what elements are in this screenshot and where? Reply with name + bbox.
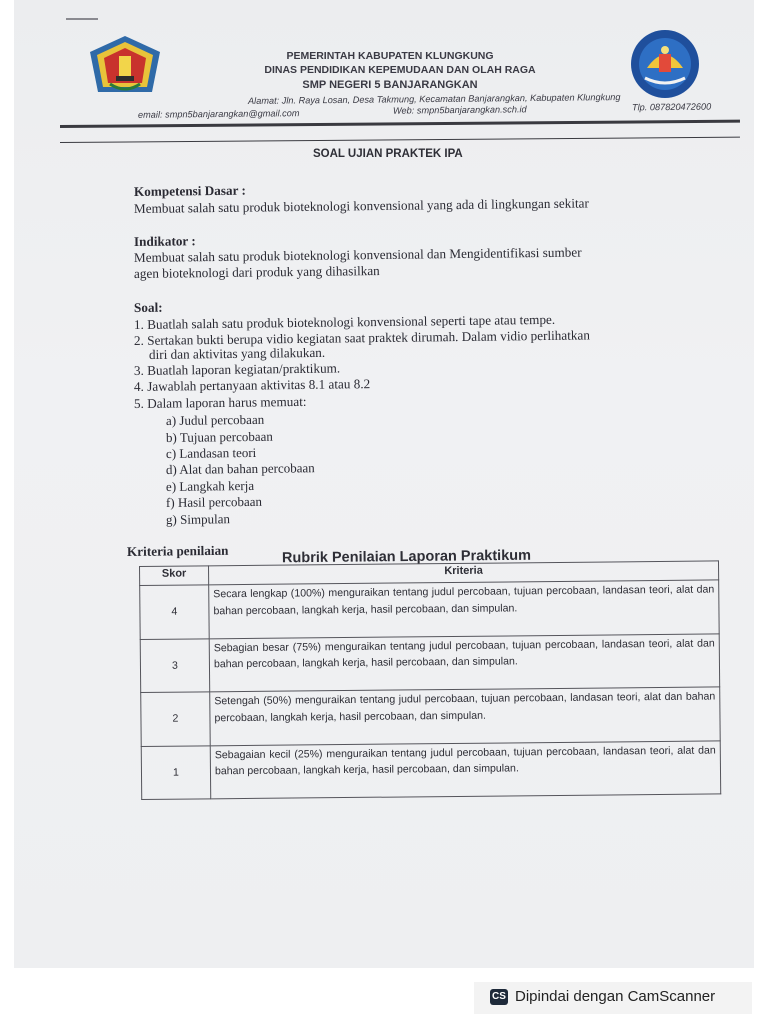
kriteria-cell: Sebagaian kecil (25%) menguraikan tentang judul percobaan, tujuan percobaan, landasan teori, alat dan bahan percobaan, langkah kerja, hasil percobaan, dan simpulan. [210,740,720,798]
indikator-text-1: Membuat salah satu produk bioteknologi konvensional dan Mengidentifikasi sumber [133,244,582,265]
header-department: DINAS PENDIDIKAN KEPEMUDAAN DAN OLAH RAGA [264,64,536,76]
soal-subitem: e) Langkah kerja [165,477,255,494]
soal-item: 2. Sertakan bukti berupa vidio kegiatan saat praktek dirumah. Dalam vidio perlihatkan [133,327,590,348]
soal-subitem: d) Alat dan bahan percobaan [165,460,315,477]
header-address: Alamat: Jln. Raya Losan, Desa Takmung, Kecamatan Banjarangkan, Kabupaten Klungkung [247,92,621,106]
school-logo [627,28,703,100]
kompetensi-text: Membuat salah satu produk bioteknologi konvensional yang ada di lingkungan sekitar [133,195,589,216]
table-row [141,687,720,746]
kriteria-label: Kriteria penilaian [126,542,229,559]
header-government: PEMERINTAH KABUPATEN KLUNGKUNG [286,50,494,62]
klungkung-logo [86,34,164,100]
scanned-page [14,0,754,968]
header-email: email: smpn5banjarangkan@gmail.com [137,108,300,120]
kriteria-cell: Setengah (50%) menguraikan tentang judul percobaan, tujuan percobaan, landasan teori, alat dan bahan percobaan, langkah kerja, hasil percobaan, dan simpulan. [210,687,720,745]
skor-cell: 3 [140,638,210,692]
soal-item: 5. Dalam laporan harus memuat: [133,393,307,411]
header-school-name: SMP NEGERI 5 BANJARANGKAN [302,79,478,91]
soal-label: Soal: [133,299,163,315]
indikator-label: Indikator : [133,233,196,249]
skor-cell: 2 [141,692,211,746]
soal-item: 3. Buatlah laporan kegiatan/praktikum. [133,360,341,378]
table-row [141,740,720,799]
indikator-text-2: agen bioteknologi dari produk yang dihasilkan [133,262,380,281]
skor-cell: 1 [141,745,211,799]
soal-subitem: a) Judul percobaan [165,411,265,428]
column-header-skor: Skor [140,566,209,586]
soal-item: diri dan aktivitas yang dilakukan. [148,344,326,362]
kriteria-cell: Secara lengkap (100%) menguraikan tentang judul percobaan, tujuan percobaan, landasan teori, alat dan bahan percobaan, langkah kerja, hasil percobaan, dan simpulan. [209,580,719,638]
kompetensi-label: Kompetensi Dasar : [133,182,246,199]
table-row [140,580,719,639]
soal-subitem: b) Tujuan percobaan [165,428,273,445]
table-row [140,633,719,692]
camscanner-text: Dipindai dengan CamScanner [515,988,716,1005]
camscanner-icon: CS [490,989,508,1005]
rubrik-table [139,560,721,800]
soal-item: 4. Jawablah pertanyaan aktivitas 8.1 atau 8.2 [133,376,371,394]
header-web: Web: smpn5banjarangkan.sch.id [392,104,527,116]
soal-subitem: g) Simpulan [165,511,231,527]
camscanner-watermark [474,982,752,1014]
header-phone: Tlp. 087820472600 [631,101,712,113]
skor-cell: 4 [140,585,210,639]
soal-item: 1. Buatlah salah satu produk bioteknologi konvensional seperti tape atau tempe. [133,311,556,332]
scan-mark [66,18,98,20]
soal-subitem: f) Hasil percobaan [165,493,263,510]
kriteria-cell: Sebagian besar (75%) menguraikan tentang judul percobaan, tujuan percobaan, landasan teori, alat dan bahan percobaan, langkah kerja, hasil percobaan, dan simpulan. [209,633,719,691]
page-title: SOAL UJIAN PRAKTEK IPA [313,148,463,160]
rubrik-title: Rubrik Penilaian Laporan Praktikum [281,547,532,567]
column-header-kriteria: Kriteria [209,561,719,585]
soal-subitem: c) Landasan teori [165,444,257,461]
